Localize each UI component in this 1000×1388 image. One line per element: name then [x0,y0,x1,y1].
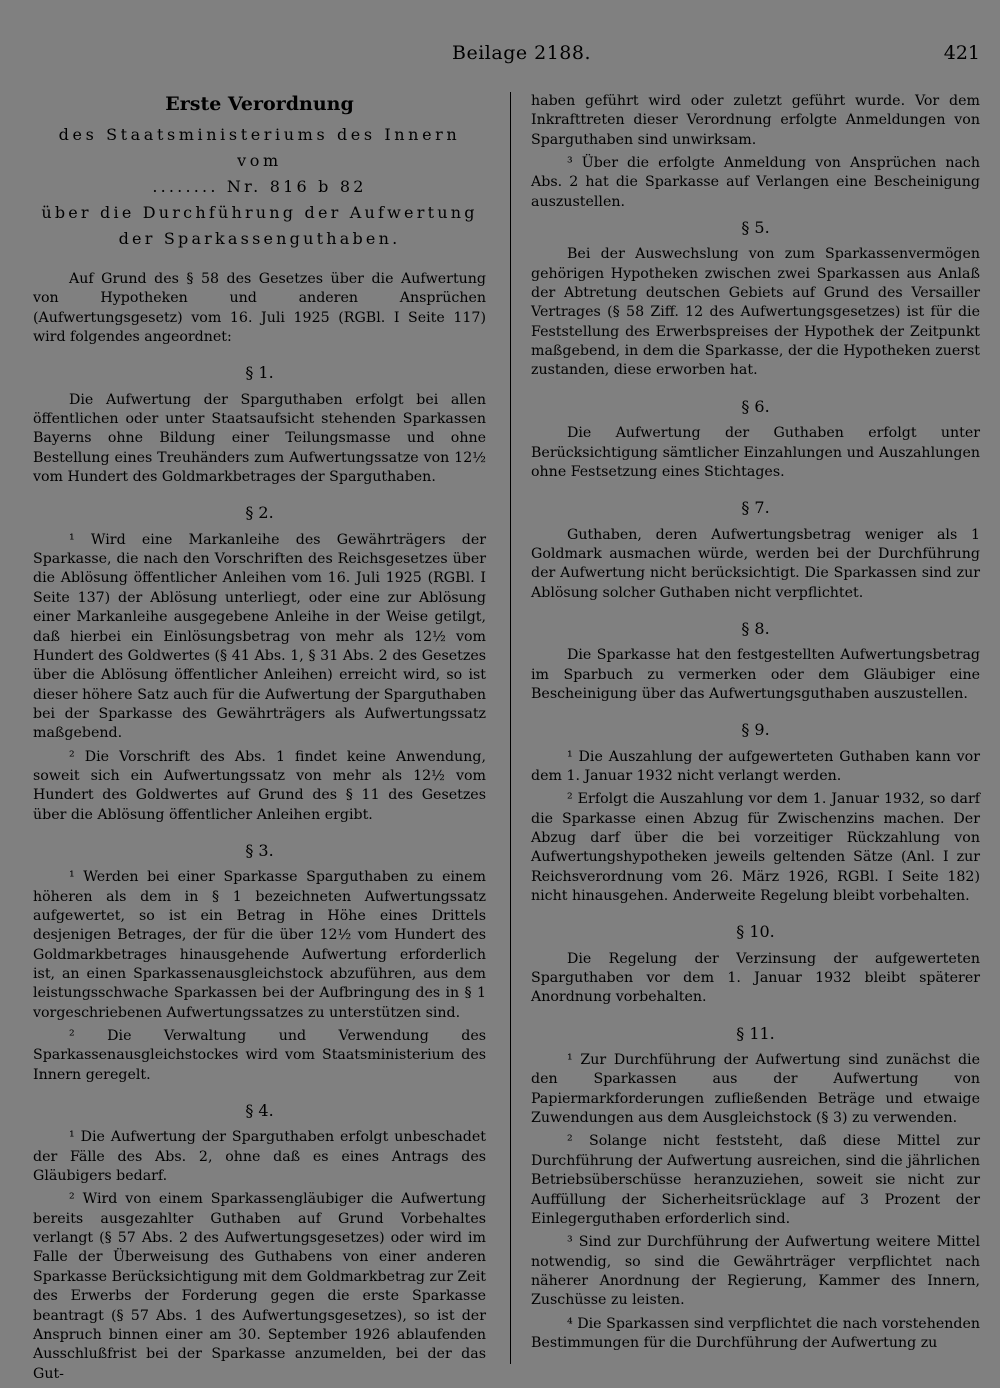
section-4-continuation: haben geführt wird oder zuletzt geführt wurde. Vor dem Inkrafttreten dieser Verordnung erfolgte Anmeldungen von Sparguthaben sind unwirksam. [531,93,980,148]
right-column [531,92,980,1357]
supplement-number: Beilage 2188. [452,42,592,64]
section-11-paragraph-2: ² Solange nicht feststeht, daß diese Mittel zur Durchführung der Aufwertung ausreichen, sind die jährlichen Betriebsüberschüsse heranzuziehen, soweit sie nicht zur Auffüllung der Sicherheitsrücklage auf 3 Prozent der Einlegerguthaben erforderlich sind. [531,1133,980,1227]
section-3-paragraph-2: ² Die Verwaltung und Verwendung des Sparkassenausgleichstockes wird vom Staatsministerium des Innern geregelt. [33,1028,486,1083]
section-8-heading: § 8. [741,618,770,638]
section-9-heading: § 9. [741,720,770,740]
section-5-paragraph: Bei der Auswechslung von zum Sparkassenvermögen gehörigen Hypotheken zwischen zwei Sparkassen aus Anlaß der Abtretung deutschen Gebiets auf Grund des Versailler Vertrages (§ 58 Ziff. 12 des Aufwertungsgesetzes) ist für die Feststellung des Erwerbspreises der Hypothek der Zeitpunkt maßgebend, in dem die Sparkasse, der die Hypotheken zuerst zustanden, diese erworben hat. [531,246,980,379]
section-11-paragraph-3: ³ Sind zur Durchführung der Aufwertung weitere Mittel notwendig, so sind die Gewährträger verpflichtet nach näherer Anordnung der Regierung, Kammer des Innern, Zuschüsse zu leisten. [531,1234,980,1309]
section-4-paragraph-2: ² Wird von einem Sparkassengläubiger die Aufwertung bereits ausgezahlter Guthaben auf Grund Vorbehaltes verlangt (§ 57 Abs. 2 des Aufwertungsgesetzes) oder wird im Falle der Überweisung des Guthabens von einer anderen Sparkasse Berücksichtigung mit dem Goldmarkbetrag zur Zeit des Erwerbs der Forderung gegen die erste Sparkasse beantragt (§ 57 Abs. 1 des Aufwertungsgesetzes), so ist der Anspruch binnen einer am 30. September 1926 ablaufenden Ausschlußfrist bei der Sparkasse anzumelden, bei der das Gut- [33,1191,486,1382]
section-4-heading: § 4. [245,1101,274,1121]
section-3-paragraph-1: ¹ Werden bei einer Sparkasse Sparguthaben zu einem höheren als dem in § 1 bezeichneten Aufwertungssatz aufgewertet, so ist ein Betrag in Höhe eines Drittels desjenigen Betrages, der für die über 12½ vom Hundert des Goldmarkbetrages hinausgehende Aufwertung erforderlich ist, an einen Sparkassenausgleichstock abzuführen, aus dem leistungsschwache Sparkassen bei der Aufbringung des in § 1 vorgeschriebenen Aufwertungssatzes zu unterstützen sind. [33,869,486,1021]
section-7-paragraph: Guthaben, deren Aufwertungsbetrag weniger als 1 Goldmark ausmachen würde, werden bei der Durchführung der Aufwertung nicht berücksichtigt. Die Sparkassen sind zur Ablösung solcher Guthaben nicht verpflichtet. [531,526,980,601]
section-4-paragraph-1: ¹ Die Aufwertung der Sparguthaben erfolgt unbeschadet der Fälle des Abs. 2, ohne daß es eines Antrags des Gläubigers bedarf. [33,1129,486,1185]
page-header [0,42,1000,76]
preamble: Auf Grund des § 58 des Gesetzes über die Aufwertung von Hypotheken und anderen Ansprüchen (Aufwertungsgesetz) vom 16. Juli 1925 (RGBl. I Seite 117) wird folgendes angeordnet: [33,271,486,346]
section-11-paragraph-4: ⁴ Die Sparkassen sind verpflichtet die nach vorstehenden Bestimmungen für die Durchführung der Aufwertung zu [531,1315,980,1351]
section-11-heading: § 11. [736,1023,775,1043]
section-11-paragraph-1: ¹ Zur Durchführung der Aufwertung sind zunächst die den Sparkassen aus der Aufwertung von Papiermarkforderungen zufließenden Beträge und etwaige Zuwendungen aus dem Ausgleichstock (§ 3) zu verwenden. [531,1052,980,1127]
section-3-heading: § 3. [245,840,274,860]
section-2-paragraph-1: ¹ Wird eine Markanleihe des Gewährträgers der Sparkasse, die nach den Vorschriften des Reichsgesetzes über die Ablösung öffentlicher Anleihen vom 16. Juli 1925 (RGBl. I Seite 137) der Ablösung unterliegt, oder eine zur Ablösung einer Markanleihe ausgegebene Anleihe in der Weise getilgt, daß hierbei ein Einlösungsbetrag von mehr als 12½ vom Hundert des Goldwertes (§ 41 Abs. 1, § 31 Abs. 2 des Gesetzes über die Ablösung öffentlicher Anleihen) erreicht wird, so ist dieser höhere Satz auch für die Aufwertung der Sparguthaben bei der Sparkasse des Gewährträgers als Aufwertungssatz maßgebend. [33,531,486,742]
section-6-heading: § 6. [741,396,770,416]
section-10-paragraph: Die Regelung der Verzinsung der aufgewerteten Sparguthaben vor dem 1. Januar 1932 bleibt späterer Anordnung vorbehalten. [531,950,980,1006]
section-8-paragraph: Die Sparkasse hat den festgestellten Aufwertungsbetrag im Sparbuch zu vermerken oder dem Gläubiger eine Bescheinigung über das Aufwertungsguthaben auszustellen. [531,647,980,702]
page-number: 421 [943,42,980,64]
section-1-paragraph: Die Aufwertung der Sparguthaben erfolgt bei allen öffentlichen oder unter Staatsaufsicht stehenden Sparkassen Bayerns ohne Bildung einer Teilungsmasse und ohne Bestellung eines Treuhänders zum Aufwertungssatze von 12½ vom Hundert des Goldmarkbetrages der Sparguthaben. [33,391,486,486]
subtitle-line-2: ........ Nr. 816 b 82 [152,177,367,196]
section-2-heading: § 2. [245,503,274,523]
section-10-heading: § 10. [736,922,775,942]
section-9-paragraph-1: ¹ Die Auszahlung der aufgewerteten Guthaben kann vor dem 1. Januar 1932 nicht verlangt werden. [531,748,980,784]
subtitle-line-4: der Sparkassenguthaben. [118,229,401,248]
section-2-paragraph-2: ² Die Vorschrift des Abs. 1 findet keine Anwendung, soweit sich ein Aufwertungssatz von mehr als 12½ vom Hundert des Goldwertes auf Grund des § 11 des Gesetzes über die Ablösung öffentlicher Anleihen ergibt. [33,748,486,823]
section-5-heading: § 5. [741,218,770,238]
subtitle-line-3: über die Durchführung der Aufwertung [41,203,478,222]
section-1-heading: § 1. [245,363,274,383]
section-4-paragraph-3: ³ Über die erfolgte Anmeldung von Ansprüchen nach Abs. 2 hat die Sparkasse auf Verlangen eine Bescheinigung auszustellen. [531,155,980,210]
subtitle-line-1: des Staatsministeriums des Innern vom [58,125,461,170]
section-7-heading: § 7. [741,498,770,518]
section-9-paragraph-2: ² Erfolgt die Auszahlung vor dem 1. Januar 1932, so darf die Sparkasse einen Abzug für Zwischenzins machen. Der Abzug darf über die bei vorzeitiger Rückzahlung von Aufwertungshypotheken jeweils geltenden Sätze (Anl. I zur Reichsverordnung vom 26. März 1926, RGBl. I Seite 182) nicht hinausgehen. Anderweite Regelung bleibt vorbehalten. [531,791,980,905]
left-column [33,92,486,1388]
column-divider [510,92,511,1364]
document-title: Erste Verordnung [165,93,354,115]
section-6-paragraph: Die Aufwertung der Guthaben erfolgt unter Berücksichtigung sämtlicher Einzahlungen und Auszahlungen ohne Festsetzung eines Stichtages. [531,425,980,480]
